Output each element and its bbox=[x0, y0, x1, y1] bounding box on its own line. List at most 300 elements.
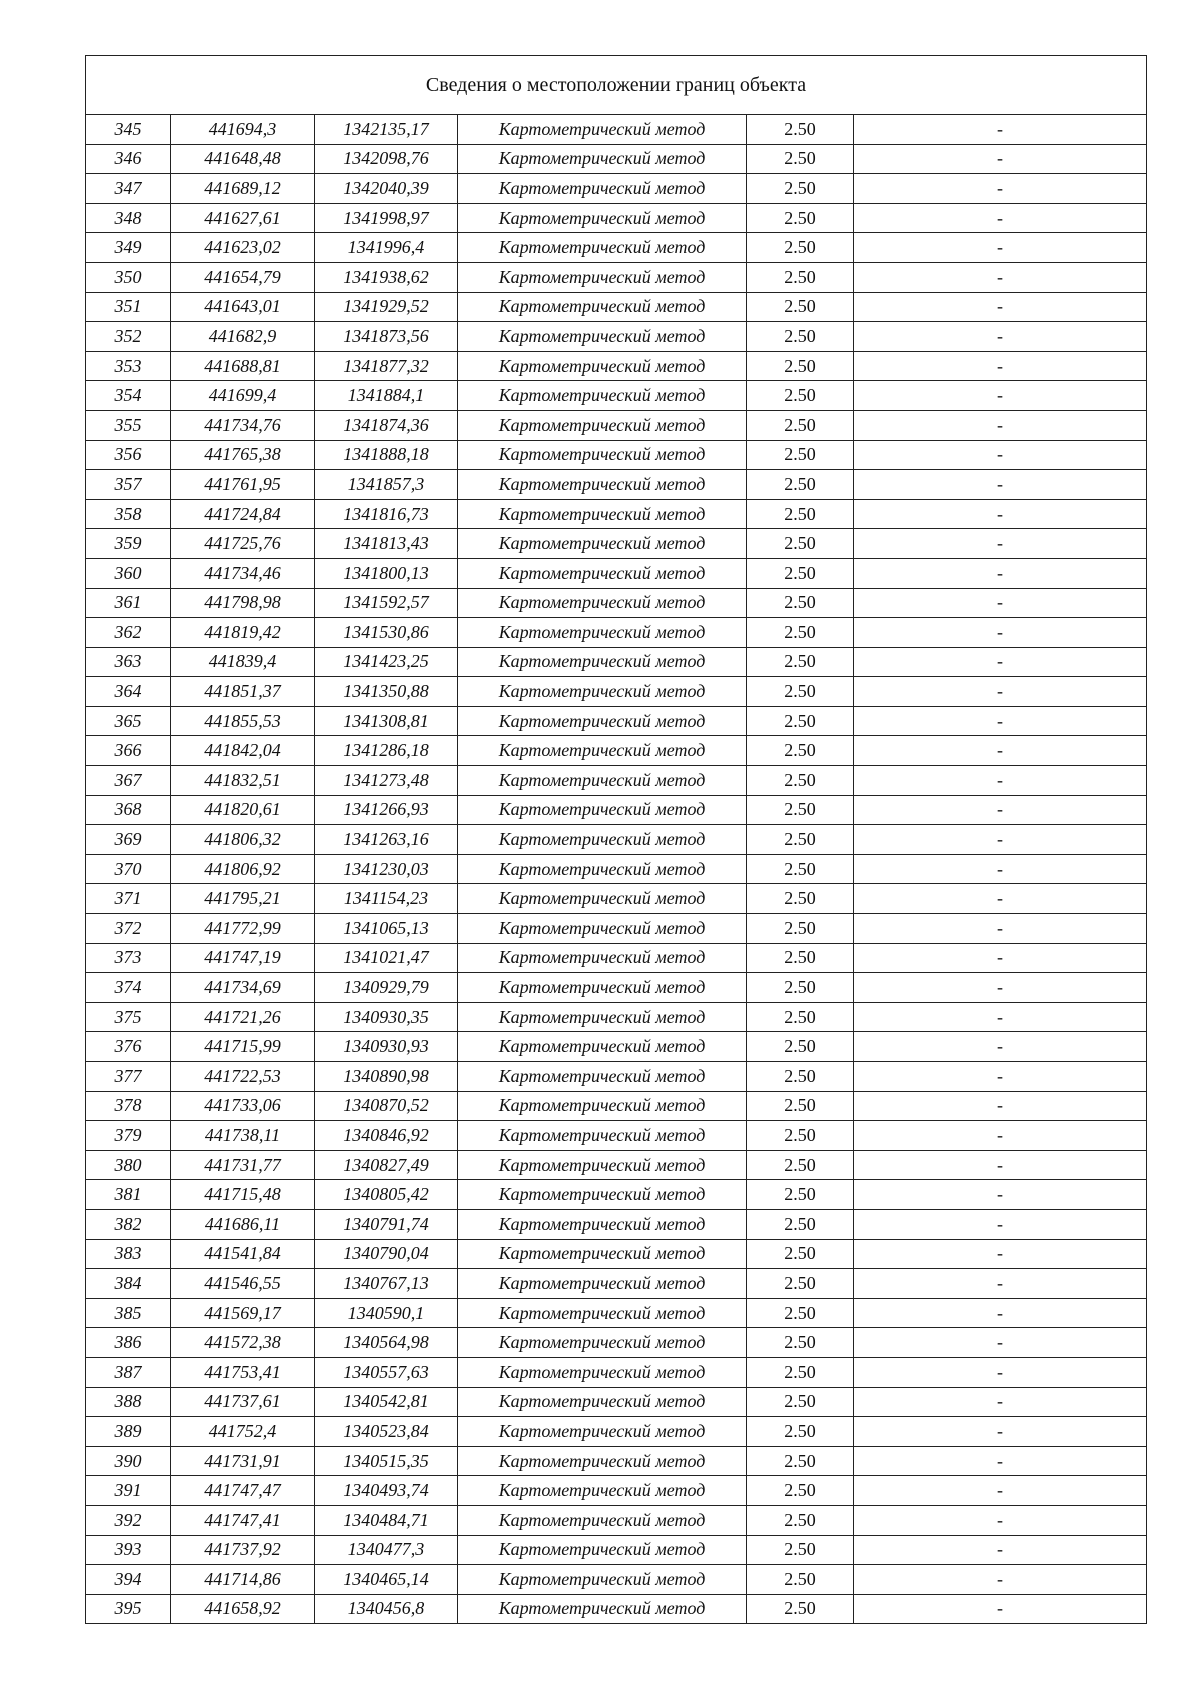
boundary-description: - bbox=[854, 1180, 1147, 1210]
determination-method: Картометрический метод bbox=[458, 470, 747, 500]
table-row bbox=[86, 1357, 1147, 1387]
point-number: 361 bbox=[86, 588, 171, 618]
determination-method: Картометрический метод bbox=[458, 1535, 747, 1565]
coordinate-y: 1340523,84 bbox=[315, 1417, 458, 1447]
mean-square-error: 2.50 bbox=[747, 1298, 854, 1328]
coordinate-y: 1342098,76 bbox=[315, 144, 458, 174]
coordinate-y: 1341350,88 bbox=[315, 677, 458, 707]
coordinate-y: 1340477,3 bbox=[315, 1535, 458, 1565]
coordinate-x: 441721,26 bbox=[171, 1002, 315, 1032]
coordinate-y: 1341874,36 bbox=[315, 410, 458, 440]
point-number: 362 bbox=[86, 618, 171, 648]
coordinate-y: 1340493,74 bbox=[315, 1476, 458, 1506]
boundary-description: - bbox=[854, 914, 1147, 944]
point-number: 348 bbox=[86, 203, 171, 233]
mean-square-error: 2.50 bbox=[747, 558, 854, 588]
coordinate-y: 1341929,52 bbox=[315, 292, 458, 322]
point-number: 374 bbox=[86, 973, 171, 1003]
boundary-description: - bbox=[854, 854, 1147, 884]
coordinate-y: 1340870,52 bbox=[315, 1091, 458, 1121]
point-number: 345 bbox=[86, 115, 171, 145]
boundary-description: - bbox=[854, 795, 1147, 825]
determination-method: Картометрический метод bbox=[458, 1121, 747, 1151]
determination-method: Картометрический метод bbox=[458, 1209, 747, 1239]
mean-square-error: 2.50 bbox=[747, 115, 854, 145]
coordinate-x: 441724,84 bbox=[171, 499, 315, 529]
boundary-description: - bbox=[854, 115, 1147, 145]
point-number: 363 bbox=[86, 647, 171, 677]
mean-square-error: 2.50 bbox=[747, 144, 854, 174]
table-row bbox=[86, 1505, 1147, 1535]
mean-square-error: 2.50 bbox=[747, 795, 854, 825]
coordinate-y: 1341813,43 bbox=[315, 529, 458, 559]
boundary-description: - bbox=[854, 203, 1147, 233]
mean-square-error: 2.50 bbox=[747, 825, 854, 855]
determination-method: Картометрический метод bbox=[458, 1150, 747, 1180]
mean-square-error: 2.50 bbox=[747, 1239, 854, 1269]
boundary-description: - bbox=[854, 1357, 1147, 1387]
coordinate-y: 1340790,04 bbox=[315, 1239, 458, 1269]
determination-method: Картометрический метод bbox=[458, 1594, 747, 1624]
mean-square-error: 2.50 bbox=[747, 1417, 854, 1447]
point-number: 371 bbox=[86, 884, 171, 914]
mean-square-error: 2.50 bbox=[747, 766, 854, 796]
table-row bbox=[86, 618, 1147, 648]
table-row bbox=[86, 1328, 1147, 1358]
coordinate-y: 1340465,14 bbox=[315, 1565, 458, 1595]
coordinate-x: 441643,01 bbox=[171, 292, 315, 322]
point-number: 357 bbox=[86, 470, 171, 500]
determination-method: Картометрический метод bbox=[458, 706, 747, 736]
coordinate-x: 441734,76 bbox=[171, 410, 315, 440]
table-row bbox=[86, 1239, 1147, 1269]
determination-method: Картометрический метод bbox=[458, 1476, 747, 1506]
coordinate-x: 441623,02 bbox=[171, 233, 315, 263]
point-number: 369 bbox=[86, 825, 171, 855]
boundary-description: - bbox=[854, 1535, 1147, 1565]
determination-method: Картометрический метод bbox=[458, 203, 747, 233]
table-row bbox=[86, 1150, 1147, 1180]
table-row bbox=[86, 292, 1147, 322]
determination-method: Картометрический метод bbox=[458, 854, 747, 884]
boundary-description: - bbox=[854, 233, 1147, 263]
mean-square-error: 2.50 bbox=[747, 203, 854, 233]
table-row bbox=[86, 1032, 1147, 1062]
table-row bbox=[86, 588, 1147, 618]
determination-method: Картометрический метод bbox=[458, 262, 747, 292]
point-number: 389 bbox=[86, 1417, 171, 1447]
mean-square-error: 2.50 bbox=[747, 1150, 854, 1180]
boundary-description: - bbox=[854, 292, 1147, 322]
point-number: 380 bbox=[86, 1150, 171, 1180]
mean-square-error: 2.50 bbox=[747, 1565, 854, 1595]
mean-square-error: 2.50 bbox=[747, 973, 854, 1003]
point-number: 367 bbox=[86, 766, 171, 796]
coordinate-x: 441851,37 bbox=[171, 677, 315, 707]
coordinate-x: 441572,38 bbox=[171, 1328, 315, 1358]
determination-method: Картометрический метод bbox=[458, 1298, 747, 1328]
point-number: 373 bbox=[86, 943, 171, 973]
table-row bbox=[86, 795, 1147, 825]
mean-square-error: 2.50 bbox=[747, 1446, 854, 1476]
point-number: 353 bbox=[86, 351, 171, 381]
boundary-description: - bbox=[854, 1565, 1147, 1595]
table-row bbox=[86, 973, 1147, 1003]
mean-square-error: 2.50 bbox=[747, 943, 854, 973]
determination-method: Картометрический метод bbox=[458, 1328, 747, 1358]
boundary-description: - bbox=[854, 1209, 1147, 1239]
coordinate-y: 1341873,56 bbox=[315, 322, 458, 352]
mean-square-error: 2.50 bbox=[747, 1209, 854, 1239]
determination-method: Картометрический метод bbox=[458, 1565, 747, 1595]
determination-method: Картометрический метод bbox=[458, 588, 747, 618]
boundary-description: - bbox=[854, 351, 1147, 381]
point-number: 390 bbox=[86, 1446, 171, 1476]
point-number: 346 bbox=[86, 144, 171, 174]
coordinate-x: 441688,81 bbox=[171, 351, 315, 381]
boundary-description: - bbox=[854, 766, 1147, 796]
determination-method: Картометрический метод bbox=[458, 1505, 747, 1535]
table-row bbox=[86, 499, 1147, 529]
mean-square-error: 2.50 bbox=[747, 706, 854, 736]
point-number: 376 bbox=[86, 1032, 171, 1062]
table-row bbox=[86, 677, 1147, 707]
point-number: 347 bbox=[86, 174, 171, 204]
table-row bbox=[86, 115, 1147, 145]
determination-method: Картометрический метод bbox=[458, 115, 747, 145]
boundary-description: - bbox=[854, 647, 1147, 677]
boundary-description: - bbox=[854, 1032, 1147, 1062]
coordinate-y: 1340564,98 bbox=[315, 1328, 458, 1358]
determination-method: Картометрический метод bbox=[458, 884, 747, 914]
mean-square-error: 2.50 bbox=[747, 529, 854, 559]
coordinate-x: 441734,69 bbox=[171, 973, 315, 1003]
determination-method: Картометрический метод bbox=[458, 1032, 747, 1062]
mean-square-error: 2.50 bbox=[747, 174, 854, 204]
coordinate-x: 441806,92 bbox=[171, 854, 315, 884]
coordinate-x: 441753,41 bbox=[171, 1357, 315, 1387]
determination-method: Картометрический метод bbox=[458, 322, 747, 352]
boundary-description: - bbox=[854, 1062, 1147, 1092]
table-title-row bbox=[86, 56, 1147, 115]
coordinate-y: 1340515,35 bbox=[315, 1446, 458, 1476]
mean-square-error: 2.50 bbox=[747, 1387, 854, 1417]
coordinate-y: 1340557,63 bbox=[315, 1357, 458, 1387]
table-row bbox=[86, 706, 1147, 736]
coordinate-y: 1341592,57 bbox=[315, 588, 458, 618]
mean-square-error: 2.50 bbox=[747, 588, 854, 618]
point-number: 391 bbox=[86, 1476, 171, 1506]
coordinate-y: 1342040,39 bbox=[315, 174, 458, 204]
determination-method: Картометрический метод bbox=[458, 410, 747, 440]
boundary-description: - bbox=[854, 1150, 1147, 1180]
coordinate-x: 441819,42 bbox=[171, 618, 315, 648]
table-body bbox=[86, 56, 1147, 1624]
coordinate-y: 1341800,13 bbox=[315, 558, 458, 588]
determination-method: Картометрический метод bbox=[458, 1417, 747, 1447]
point-number: 382 bbox=[86, 1209, 171, 1239]
mean-square-error: 2.50 bbox=[747, 381, 854, 411]
mean-square-error: 2.50 bbox=[747, 410, 854, 440]
determination-method: Картометрический метод bbox=[458, 558, 747, 588]
boundary-description: - bbox=[854, 1505, 1147, 1535]
coordinate-x: 441806,32 bbox=[171, 825, 315, 855]
point-number: 377 bbox=[86, 1062, 171, 1092]
coordinate-y: 1340590,1 bbox=[315, 1298, 458, 1328]
coordinate-x: 441737,92 bbox=[171, 1535, 315, 1565]
coordinate-y: 1340827,49 bbox=[315, 1150, 458, 1180]
table-row bbox=[86, 1387, 1147, 1417]
boundary-description: - bbox=[854, 1476, 1147, 1506]
coordinate-x: 441699,4 bbox=[171, 381, 315, 411]
coordinate-y: 1341857,3 bbox=[315, 470, 458, 500]
coordinate-y: 1340930,35 bbox=[315, 1002, 458, 1032]
boundary-description: - bbox=[854, 706, 1147, 736]
table-row bbox=[86, 766, 1147, 796]
coordinate-x: 441731,77 bbox=[171, 1150, 315, 1180]
determination-method: Картометрический метод bbox=[458, 1446, 747, 1476]
boundary-description: - bbox=[854, 1417, 1147, 1447]
point-number: 351 bbox=[86, 292, 171, 322]
point-number: 379 bbox=[86, 1121, 171, 1151]
table-row bbox=[86, 262, 1147, 292]
coordinate-x: 441752,4 bbox=[171, 1417, 315, 1447]
boundary-description: - bbox=[854, 1594, 1147, 1624]
table-row bbox=[86, 1180, 1147, 1210]
table-row bbox=[86, 381, 1147, 411]
table-row bbox=[86, 203, 1147, 233]
point-number: 394 bbox=[86, 1565, 171, 1595]
boundary-description: - bbox=[854, 1387, 1147, 1417]
coordinate-y: 1341266,93 bbox=[315, 795, 458, 825]
coordinate-y: 1341273,48 bbox=[315, 766, 458, 796]
coordinate-y: 1340929,79 bbox=[315, 973, 458, 1003]
coordinate-y: 1341065,13 bbox=[315, 914, 458, 944]
table-row bbox=[86, 144, 1147, 174]
boundary-description: - bbox=[854, 1091, 1147, 1121]
boundary-description: - bbox=[854, 736, 1147, 766]
table-row bbox=[86, 854, 1147, 884]
point-number: 364 bbox=[86, 677, 171, 707]
point-number: 392 bbox=[86, 1505, 171, 1535]
boundary-description: - bbox=[854, 973, 1147, 1003]
coordinate-x: 441795,21 bbox=[171, 884, 315, 914]
table-row bbox=[86, 825, 1147, 855]
point-number: 395 bbox=[86, 1594, 171, 1624]
coordinate-y: 1341286,18 bbox=[315, 736, 458, 766]
point-number: 368 bbox=[86, 795, 171, 825]
boundary-description: - bbox=[854, 174, 1147, 204]
table-row bbox=[86, 233, 1147, 263]
coordinate-x: 441689,12 bbox=[171, 174, 315, 204]
mean-square-error: 2.50 bbox=[747, 1180, 854, 1210]
mean-square-error: 2.50 bbox=[747, 351, 854, 381]
coordinate-x: 441761,95 bbox=[171, 470, 315, 500]
coordinate-y: 1340930,93 bbox=[315, 1032, 458, 1062]
boundary-description: - bbox=[854, 381, 1147, 411]
determination-method: Картометрический метод bbox=[458, 677, 747, 707]
table-row bbox=[86, 1091, 1147, 1121]
mean-square-error: 2.50 bbox=[747, 1121, 854, 1151]
determination-method: Картометрический метод bbox=[458, 499, 747, 529]
point-number: 385 bbox=[86, 1298, 171, 1328]
point-number: 360 bbox=[86, 558, 171, 588]
mean-square-error: 2.50 bbox=[747, 470, 854, 500]
table-row bbox=[86, 1209, 1147, 1239]
boundary-description: - bbox=[854, 884, 1147, 914]
determination-method: Картометрический метод bbox=[458, 529, 747, 559]
point-number: 350 bbox=[86, 262, 171, 292]
coordinate-y: 1341230,03 bbox=[315, 854, 458, 884]
determination-method: Картометрический метод bbox=[458, 144, 747, 174]
determination-method: Картометрический метод bbox=[458, 1239, 747, 1269]
point-number: 358 bbox=[86, 499, 171, 529]
coordinate-x: 441725,76 bbox=[171, 529, 315, 559]
coordinate-x: 441747,41 bbox=[171, 1505, 315, 1535]
determination-method: Картометрический метод bbox=[458, 766, 747, 796]
coordinate-y: 1340846,92 bbox=[315, 1121, 458, 1151]
determination-method: Картометрический метод bbox=[458, 1357, 747, 1387]
coordinate-x: 441546,55 bbox=[171, 1269, 315, 1299]
point-number: 372 bbox=[86, 914, 171, 944]
point-number: 359 bbox=[86, 529, 171, 559]
table-row bbox=[86, 440, 1147, 470]
mean-square-error: 2.50 bbox=[747, 677, 854, 707]
determination-method: Картометрический метод bbox=[458, 1091, 747, 1121]
mean-square-error: 2.50 bbox=[747, 914, 854, 944]
boundary-description: - bbox=[854, 677, 1147, 707]
point-number: 349 bbox=[86, 233, 171, 263]
point-number: 355 bbox=[86, 410, 171, 440]
determination-method: Картометрический метод bbox=[458, 233, 747, 263]
table-row bbox=[86, 736, 1147, 766]
coordinate-x: 441772,99 bbox=[171, 914, 315, 944]
determination-method: Картометрический метод bbox=[458, 736, 747, 766]
determination-method: Картометрический метод bbox=[458, 351, 747, 381]
determination-method: Картометрический метод bbox=[458, 1002, 747, 1032]
determination-method: Картометрический метод bbox=[458, 973, 747, 1003]
table-row bbox=[86, 322, 1147, 352]
table-row bbox=[86, 1565, 1147, 1595]
coordinate-x: 441686,11 bbox=[171, 1209, 315, 1239]
mean-square-error: 2.50 bbox=[747, 292, 854, 322]
coordinate-x: 441731,91 bbox=[171, 1446, 315, 1476]
coordinate-y: 1341816,73 bbox=[315, 499, 458, 529]
coordinate-x: 441715,99 bbox=[171, 1032, 315, 1062]
point-number: 393 bbox=[86, 1535, 171, 1565]
point-number: 388 bbox=[86, 1387, 171, 1417]
determination-method: Картометрический метод bbox=[458, 914, 747, 944]
boundary-description: - bbox=[854, 943, 1147, 973]
table-row bbox=[86, 1535, 1147, 1565]
determination-method: Картометрический метод bbox=[458, 647, 747, 677]
table-row bbox=[86, 470, 1147, 500]
coordinate-x: 441694,3 bbox=[171, 115, 315, 145]
coordinate-y: 1340767,13 bbox=[315, 1269, 458, 1299]
coordinate-x: 441765,38 bbox=[171, 440, 315, 470]
coordinate-x: 441658,92 bbox=[171, 1594, 315, 1624]
coordinate-x: 441654,79 bbox=[171, 262, 315, 292]
point-number: 378 bbox=[86, 1091, 171, 1121]
point-number: 387 bbox=[86, 1357, 171, 1387]
determination-method: Картометрический метод bbox=[458, 292, 747, 322]
coordinate-x: 441648,48 bbox=[171, 144, 315, 174]
boundary-description: - bbox=[854, 1121, 1147, 1151]
mean-square-error: 2.50 bbox=[747, 736, 854, 766]
boundary-description: - bbox=[854, 825, 1147, 855]
boundary-description: - bbox=[854, 1446, 1147, 1476]
table-row bbox=[86, 1121, 1147, 1151]
mean-square-error: 2.50 bbox=[747, 233, 854, 263]
table-row bbox=[86, 1417, 1147, 1447]
determination-method: Картометрический метод bbox=[458, 1180, 747, 1210]
coordinate-x: 441722,53 bbox=[171, 1062, 315, 1092]
coordinate-y: 1341423,25 bbox=[315, 647, 458, 677]
coordinate-x: 441715,48 bbox=[171, 1180, 315, 1210]
coordinate-y: 1340542,81 bbox=[315, 1387, 458, 1417]
coordinate-y: 1340805,42 bbox=[315, 1180, 458, 1210]
coordinate-y: 1340484,71 bbox=[315, 1505, 458, 1535]
coordinate-x: 441747,19 bbox=[171, 943, 315, 973]
boundary-description: - bbox=[854, 529, 1147, 559]
table-row bbox=[86, 1446, 1147, 1476]
table-row bbox=[86, 914, 1147, 944]
coordinate-y: 1340456,8 bbox=[315, 1594, 458, 1624]
coordinate-y: 1341263,16 bbox=[315, 825, 458, 855]
coordinate-y: 1341021,47 bbox=[315, 943, 458, 973]
point-number: 386 bbox=[86, 1328, 171, 1358]
point-number: 354 bbox=[86, 381, 171, 411]
mean-square-error: 2.50 bbox=[747, 499, 854, 529]
table-row bbox=[86, 558, 1147, 588]
determination-method: Картометрический метод bbox=[458, 795, 747, 825]
coordinate-y: 1341530,86 bbox=[315, 618, 458, 648]
coordinate-x: 441733,06 bbox=[171, 1091, 315, 1121]
mean-square-error: 2.50 bbox=[747, 1505, 854, 1535]
boundary-description: - bbox=[854, 1328, 1147, 1358]
table-row bbox=[86, 529, 1147, 559]
boundary-description: - bbox=[854, 322, 1147, 352]
determination-method: Картометрический метод bbox=[458, 1387, 747, 1417]
boundary-description: - bbox=[854, 1298, 1147, 1328]
coordinate-y: 1341888,18 bbox=[315, 440, 458, 470]
mean-square-error: 2.50 bbox=[747, 1062, 854, 1092]
table-row bbox=[86, 410, 1147, 440]
determination-method: Картометрический метод bbox=[458, 1062, 747, 1092]
coordinate-x: 441855,53 bbox=[171, 706, 315, 736]
boundary-description: - bbox=[854, 440, 1147, 470]
coordinate-x: 441737,61 bbox=[171, 1387, 315, 1417]
boundary-description: - bbox=[854, 410, 1147, 440]
coordinate-y: 1341877,32 bbox=[315, 351, 458, 381]
coordinate-x: 441569,17 bbox=[171, 1298, 315, 1328]
coordinate-x: 441832,51 bbox=[171, 766, 315, 796]
coordinate-y: 1341308,81 bbox=[315, 706, 458, 736]
point-number: 356 bbox=[86, 440, 171, 470]
table-row bbox=[86, 647, 1147, 677]
determination-method: Картометрический метод bbox=[458, 440, 747, 470]
determination-method: Картометрический метод bbox=[458, 381, 747, 411]
table-row bbox=[86, 1062, 1147, 1092]
coordinate-y: 1340791,74 bbox=[315, 1209, 458, 1239]
mean-square-error: 2.50 bbox=[747, 1328, 854, 1358]
mean-square-error: 2.50 bbox=[747, 1357, 854, 1387]
boundary-description: - bbox=[854, 1239, 1147, 1269]
table-row bbox=[86, 1002, 1147, 1032]
point-number: 384 bbox=[86, 1269, 171, 1299]
coordinate-x: 441747,47 bbox=[171, 1476, 315, 1506]
mean-square-error: 2.50 bbox=[747, 322, 854, 352]
